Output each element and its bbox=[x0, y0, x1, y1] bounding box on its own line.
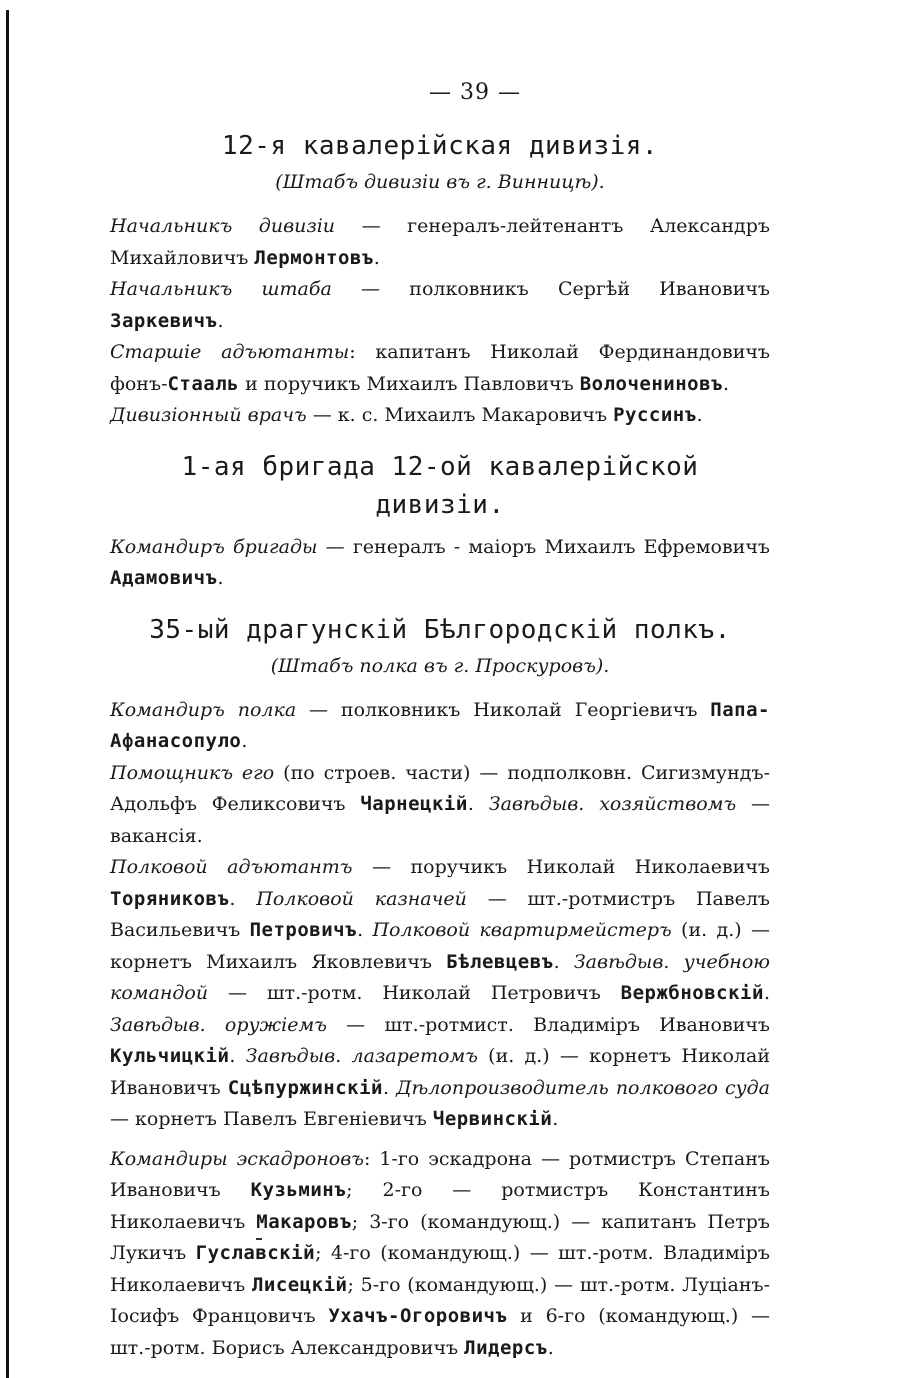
text-run: и поручикъ Михаилъ Павловичъ bbox=[239, 372, 580, 395]
surname: Сцѣпуржинскій bbox=[227, 1076, 383, 1099]
surname: Петровичъ bbox=[249, 919, 358, 941]
surname: Торяниковъ bbox=[110, 887, 230, 910]
surname: Папа-Афанасопуло bbox=[110, 698, 770, 752]
text-run: : капитанъ Николай Фердинандовичъ фонъ- bbox=[110, 341, 771, 395]
surname: Лермонтовъ bbox=[254, 246, 374, 269]
brigade-commander-paragraph bbox=[110, 532, 770, 595]
doctor-paragraph bbox=[110, 400, 770, 432]
text-run: — к. с. Михаилъ Макаровичъ bbox=[306, 404, 614, 426]
role-label: Завѣдыв. хозяйствомъ bbox=[488, 793, 737, 815]
role-label: Полковой адъютантъ bbox=[110, 856, 353, 878]
page-edge-line bbox=[6, 10, 9, 1378]
text-run: и 6-го (командующ.) — шт.-ротм. Борисъ Александровичъ bbox=[110, 1305, 770, 1359]
surname: Вержбновскій bbox=[620, 982, 764, 1004]
chief-of-staff-paragraph bbox=[110, 274, 770, 337]
surname: Бѣлевцевъ bbox=[446, 950, 554, 973]
text-run: — поручикъ Николай Николаевичъ bbox=[352, 856, 770, 878]
role-label: Полковой квартирмейстеръ bbox=[372, 919, 672, 941]
surname: Руссинъ bbox=[613, 404, 697, 426]
role-label: Дѣлопроизводитель полкового суда bbox=[396, 1076, 770, 1099]
role-label: Начальникъ дивизіи bbox=[110, 215, 336, 237]
text-run: — полковникъ Николай Георгіевичъ bbox=[296, 698, 711, 721]
text-run: — генералъ-лейтенантъ Александръ Михайловичъ bbox=[110, 215, 770, 269]
text-run: . bbox=[357, 919, 373, 941]
role-label: Командиръ полка bbox=[110, 698, 297, 721]
squadron-commanders-paragraph bbox=[110, 1144, 770, 1365]
spacer bbox=[110, 524, 770, 532]
role-label: Завѣдыв. учебною командой bbox=[110, 950, 770, 1004]
text-run: . bbox=[552, 1108, 559, 1130]
text-run: (по строев. части) — подполковн. Сигизмундъ-Адольфъ Феликсовичъ bbox=[110, 761, 770, 815]
spacer bbox=[110, 595, 770, 611]
text-run: . bbox=[723, 372, 730, 395]
text-run: . bbox=[467, 793, 489, 815]
division-hq: (Штабъ дивизіи въ г. Винницѣ). bbox=[275, 171, 605, 193]
spacer bbox=[110, 432, 770, 448]
surname: Стааль bbox=[167, 372, 240, 395]
regiment-hq: (Штабъ полка въ г. Проскуровъ). bbox=[270, 654, 610, 677]
text-run: ; 4-го (командующ.) — шт.-ротм. Владиміръ Николаевичъ bbox=[110, 1242, 770, 1296]
role-label: Командиры эскадроновъ bbox=[110, 1147, 364, 1170]
text-run: — шт.-ротмистръ Павелъ Васильевичъ bbox=[110, 887, 770, 941]
text-run: . bbox=[696, 404, 703, 426]
surname: Гуславскій bbox=[195, 1242, 316, 1264]
role-label: Старшіе адъютанты bbox=[110, 341, 350, 363]
regiment-heading: 35-ый драгунскій Бѣлгородскій полкъ. bbox=[149, 614, 731, 645]
role-label: Помощникъ его bbox=[110, 761, 275, 784]
text-run: — полковникъ Сергѣй Ивановичъ bbox=[331, 278, 771, 300]
role-label: Полковой казначей bbox=[256, 887, 467, 910]
text-run: . bbox=[373, 246, 380, 269]
surname: Заркевичъ bbox=[110, 309, 218, 332]
text-run: . bbox=[763, 982, 770, 1004]
text-run: — генералъ - маіоръ Михаилъ Ефремовичъ bbox=[317, 535, 770, 558]
brigade-heading: 1-ая бригада 12-ой кавалерійской дивизіи. bbox=[181, 451, 699, 520]
role-label: Командиръ бригады bbox=[110, 535, 318, 558]
role-label: Завѣдыв. оружіемъ bbox=[110, 1013, 327, 1036]
text-run: : 1-го эскадрона — ротмистръ Степанъ Ивановичъ bbox=[110, 1147, 770, 1201]
text-run: . bbox=[382, 1076, 397, 1099]
page-number: — 39 — bbox=[429, 80, 521, 105]
surname: Волочениновъ bbox=[579, 372, 723, 395]
text-run: . bbox=[217, 567, 224, 589]
role-label: Дивизіонный врачъ bbox=[110, 404, 307, 426]
text-run: — вакансія. bbox=[110, 793, 770, 847]
text-run: — шт.-ротмист. Владиміръ Ивановичъ bbox=[326, 1013, 771, 1036]
text-run: . bbox=[547, 1336, 554, 1359]
regiment-commander-paragraph bbox=[110, 695, 770, 758]
text-run: ; 2-го — ротмистръ Константинъ Николаевичъ bbox=[110, 1179, 770, 1233]
role-label: Начальникъ штаба bbox=[110, 278, 332, 300]
surname: Кульчицкій bbox=[110, 1045, 230, 1067]
surname: Ухачъ-Огоровичъ bbox=[328, 1305, 508, 1327]
ink-mark bbox=[256, 1238, 262, 1240]
text-run: . bbox=[217, 309, 224, 332]
surname: Кузьминъ bbox=[250, 1179, 347, 1201]
text-run: . bbox=[229, 1045, 246, 1067]
text-run: . bbox=[241, 730, 248, 752]
text-run: . bbox=[553, 950, 574, 973]
assistant-paragraph bbox=[110, 758, 770, 853]
surname: Адамовичъ bbox=[110, 567, 218, 589]
division-commander-paragraph bbox=[110, 211, 770, 274]
regiment-officers-paragraph bbox=[110, 852, 770, 1136]
adjutants-paragraph bbox=[110, 337, 770, 400]
text-run: — шт.-ротм. Николай Петровичъ bbox=[208, 982, 621, 1004]
document-page bbox=[110, 80, 770, 1364]
role-label: Завѣдыв. лазаретомъ bbox=[245, 1045, 478, 1067]
surname: Чарнецкій bbox=[360, 793, 468, 815]
text-run: — корнетъ Павелъ Евгеніевичъ bbox=[110, 1108, 433, 1130]
spacer bbox=[110, 1136, 770, 1144]
surname: Макаровъ bbox=[256, 1210, 352, 1233]
surname: Лидерсъ bbox=[464, 1336, 548, 1359]
text-run: . bbox=[229, 887, 257, 910]
surname: Червинскій bbox=[432, 1108, 553, 1130]
text-run: (и. д.) — корнетъ Николай Ивановичъ bbox=[110, 1045, 770, 1099]
text-run: ; 3-го (командующ.) — капитанъ Петръ Лукичъ bbox=[110, 1210, 770, 1264]
surname: Лисецкій bbox=[251, 1273, 348, 1296]
division-heading: 12-я кавалерійская дивизія. bbox=[221, 131, 659, 161]
text-run: ; 5-го (командующ.) — шт.-ротм. Луціанъ-Іосифъ Францовичъ bbox=[110, 1273, 770, 1327]
text-run: (и. д.) — корнетъ Михаилъ Яковлевичъ bbox=[110, 919, 770, 973]
